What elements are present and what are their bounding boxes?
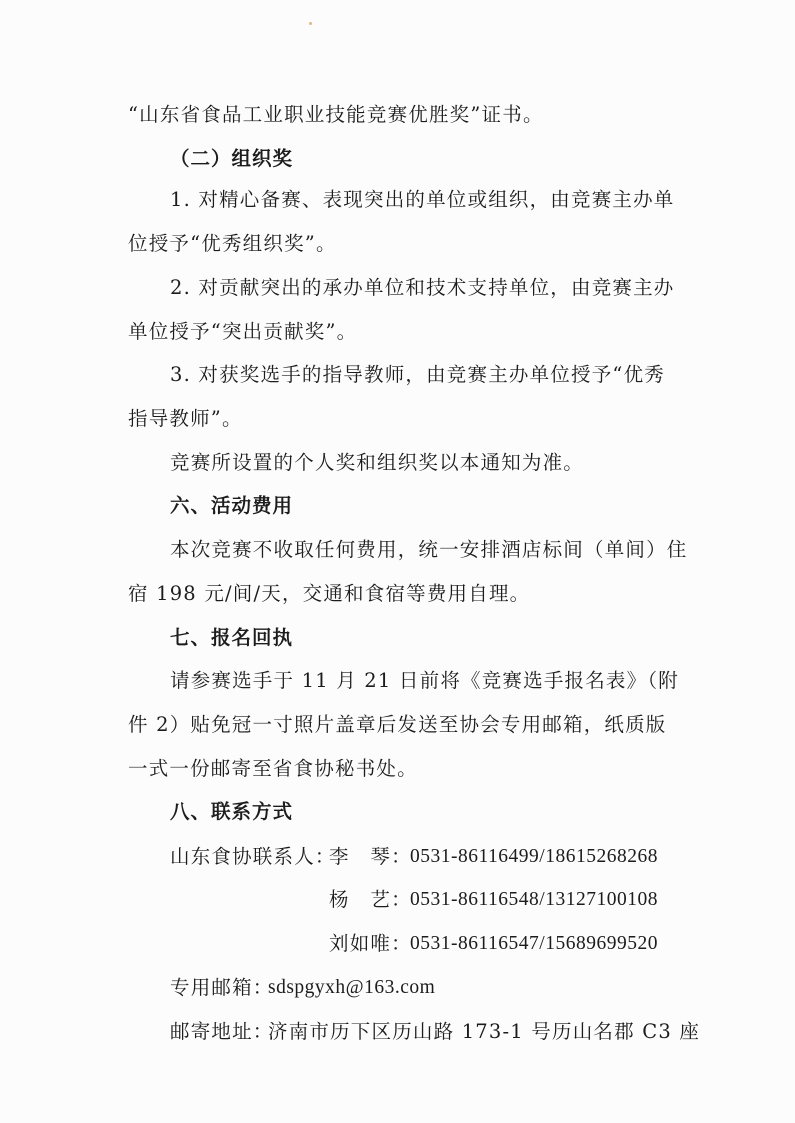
contact-name: 杨 艺： xyxy=(329,888,412,911)
scan-mark xyxy=(309,22,312,25)
section-heading-contact: 八、联系方式 xyxy=(170,800,294,823)
paragraph-line: 宿 198 元/间/天，交通和食宿等费用自理。 xyxy=(128,582,531,605)
address-label: 邮寄地址： xyxy=(170,1020,274,1043)
award-certificate-line: “山东省食品工业职业技能竞赛优胜奖”证书。 xyxy=(128,103,544,126)
paragraph-line: 3. 对获奖选手的指导教师，由竞赛主办单位授予“优秀 xyxy=(170,363,665,386)
section-heading-fees: 六、活动费用 xyxy=(170,494,294,517)
paragraph-line: 一式一份邮寄至省食协秘书处。 xyxy=(128,757,418,780)
email-address: sdspgyxh@163.com xyxy=(268,977,436,998)
contact-name: 李 琴： xyxy=(329,845,412,868)
contact-phone: 0531-86116499/18615268268 xyxy=(410,846,658,867)
paragraph-line: 2. 对贡献突出的承办单位和技术支持单位，由竞赛主办 xyxy=(170,276,675,299)
contact-label: 山东食协联系人： xyxy=(170,845,336,868)
email-label: 专用邮箱： xyxy=(170,976,274,999)
contact-phone: 0531-86116547/15689699520 xyxy=(410,933,658,954)
paragraph-line: 单位授予“突出贡献奖”。 xyxy=(128,320,358,343)
mailing-address: 济南市历下区历山路 173-1 号历山名郡 C3 座 xyxy=(268,1020,701,1043)
contact-phone: 0531-86116548/13127100108 xyxy=(410,889,658,910)
paragraph-line: 竞赛所设置的个人奖和组织奖以本通知为准。 xyxy=(170,451,585,474)
section-heading-organization-award: （二）组织奖 xyxy=(170,147,294,170)
paragraph-line: 本次竞赛不收取任何费用，统一安排酒店标间（单间）住 xyxy=(170,538,688,561)
paragraph-line: 位授予“优秀组织奖”。 xyxy=(128,232,337,255)
contact-name: 刘如唯： xyxy=(329,932,412,955)
paragraph-line: 1. 对精心备赛、表现突出的单位或组织，由竞赛主办单 xyxy=(170,188,675,211)
paragraph-line: 指导教师”。 xyxy=(128,407,243,430)
paragraph-line: 请参赛选手于 11 月 21 日前将《竞赛选手报名表》（附 xyxy=(170,669,679,692)
paragraph-line: 件 2）贴免冠一寸照片盖章后发送至协会专用邮箱，纸质版 xyxy=(128,713,667,736)
section-heading-registration: 七、报名回执 xyxy=(170,626,294,649)
